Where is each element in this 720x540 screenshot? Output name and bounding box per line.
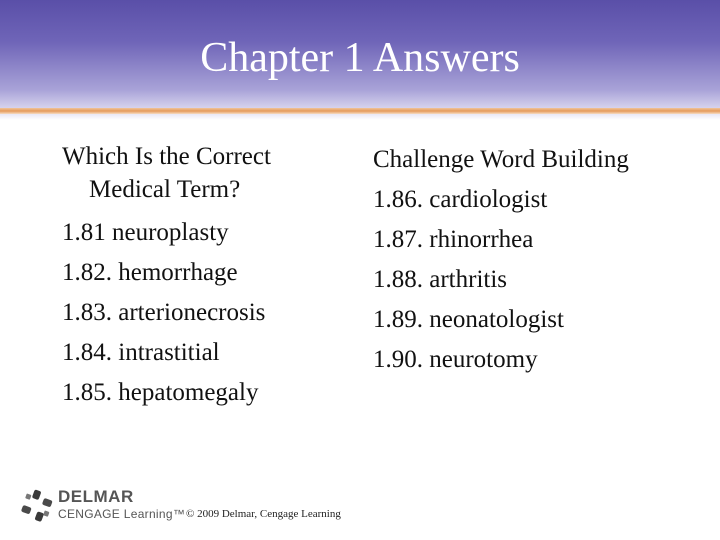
answer-item: 1.88. arthritis xyxy=(373,266,508,293)
right-column-heading: Challenge Word Building xyxy=(373,146,629,173)
copyright-notice: © 2009 Delmar, Cengage Learning xyxy=(186,508,341,520)
slide-title: Chapter 1 Answers xyxy=(200,35,520,81)
left-column-heading: Which Is the Correct Medical Term? xyxy=(62,143,271,203)
answer-item: 1.84. intrastitial xyxy=(62,339,220,366)
answer-item: 1.85. hepatomegaly xyxy=(62,379,259,406)
answer-item: 1.83. arterionecrosis xyxy=(62,299,266,326)
answer-item: 1.86. cardiologist xyxy=(373,186,548,213)
logo-name: DELMAR xyxy=(58,487,134,506)
logo-subtitle: CENGAGE Learning™ xyxy=(58,507,186,521)
left-answer-column xyxy=(62,140,352,413)
answer-item: 1.82. hemorrhage xyxy=(62,259,238,286)
pinwheel-logo-icon xyxy=(20,489,54,523)
right-answer-column xyxy=(373,140,703,380)
delmar-cengage-logo xyxy=(20,487,190,527)
answer-item: 1.90. neurotomy xyxy=(373,346,538,373)
title-divider xyxy=(0,108,720,114)
answer-item: 1.89. neonatologist xyxy=(373,306,564,333)
answer-item: 1.81 neuroplasty xyxy=(62,219,229,246)
answer-item: 1.87. rhinorrhea xyxy=(373,226,534,253)
